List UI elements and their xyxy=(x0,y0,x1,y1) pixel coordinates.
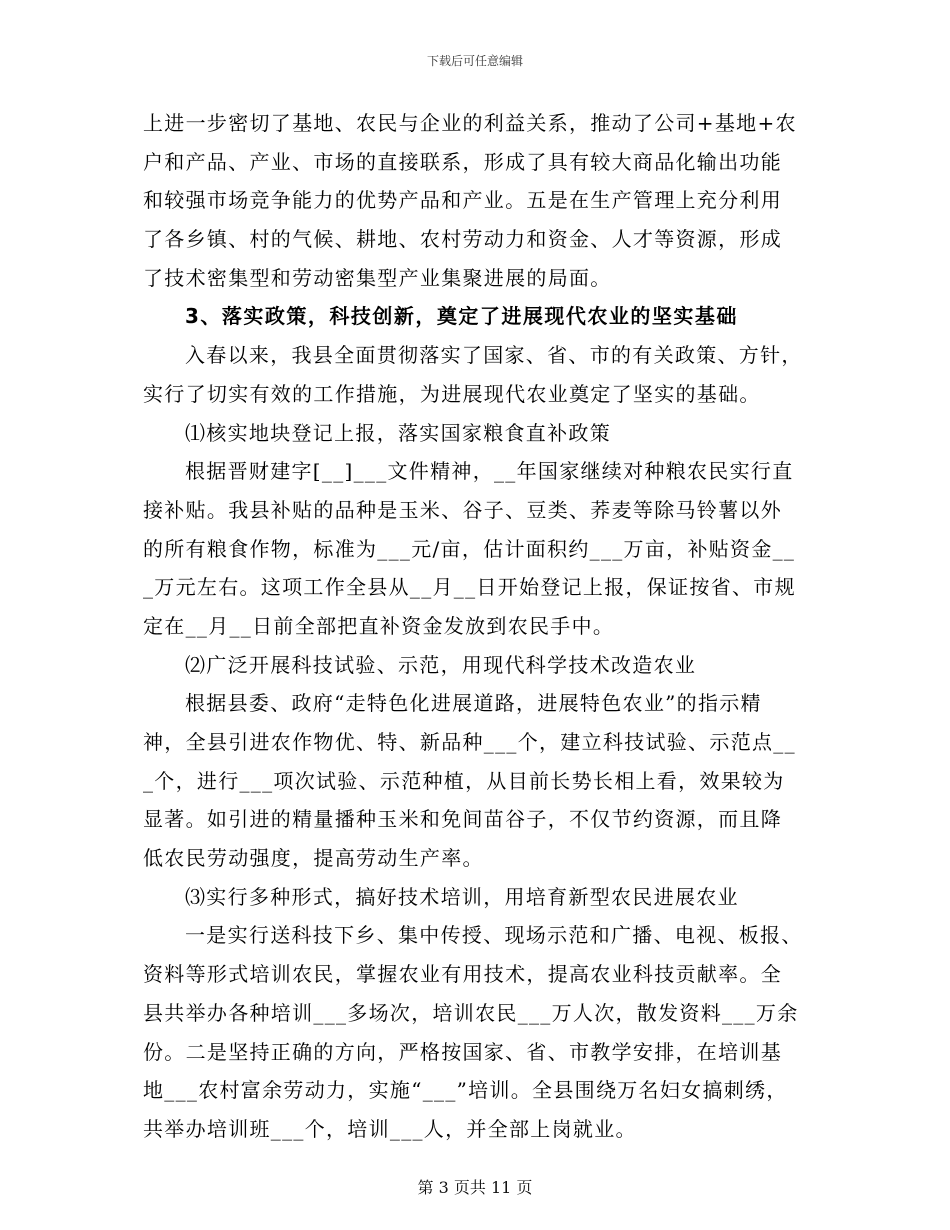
body-line: 入春以来，我县全面贯彻落实了国家、省、市的有关政策、方针， xyxy=(185,343,803,368)
body-line: 了各乡镇、村的气候、耕地、农村劳动力和资金、人才等资源，形成 xyxy=(143,227,782,252)
body-line: 的所有粮食作物，标准为___元/亩，估计面积约___万亩，补贴资金__ xyxy=(143,536,796,561)
body-line: 实行了切实有效的工作措施，为进展现代农业奠定了坚实的基础。 xyxy=(143,381,761,406)
body-line: 接补贴。我县补贴的品种是玉米、谷子、豆类、荞麦等除马铃薯以外 xyxy=(143,497,782,522)
body-line: 资料等形式培训农民，掌握农业有用技术，提高农业科技贡献率。全 xyxy=(143,962,782,987)
page-footer: 第 3 页共 11 页 xyxy=(417,1178,533,1197)
body-line: 定在__月__日前全部把直补资金发放到农民手中。 xyxy=(143,613,615,638)
body-line: 低农民劳动强度，提高劳动生产率。 xyxy=(143,846,484,871)
body-line: 地___农村富余劳动力，实施“___”培训。全县围绕万名妇女搞刺绣， xyxy=(143,1078,788,1103)
body-line: _个，进行___项次试验、示范种植，从目前长势长相上看，效果较为 xyxy=(143,768,785,793)
body-line: 县共举办各种培训___多场次，培训农民___万人次，散发资料___万余 xyxy=(143,1000,799,1025)
body-line: 份。二是坚持正确的方向，严格按国家、省、市教学安排，在培训基 xyxy=(143,1039,782,1064)
document-body xyxy=(143,104,811,1149)
body-line: 共举办培训班___个，培训___人，并全部上岗就业。 xyxy=(143,1116,637,1141)
section-heading: 3、落实政策，科技创新，奠定了进展现代农业的坚实基础 xyxy=(185,304,738,329)
body-line: _万元左右。这项工作全县从__月__日开始登记上报，保证按省、市规 xyxy=(143,575,796,600)
body-line: 一是实行送科技下乡、集中传授、现场示范和广播、电视、板报、 xyxy=(185,923,803,948)
body-line: 神，全县引进农作物优、特、新品种___个，建立科技试验、示范点__ xyxy=(143,730,796,754)
body-line: 了技术密集型和劳动密集型产业集聚进展的局面。 xyxy=(143,265,612,290)
body-line: 户和产品、产业、市场的直接联系，形成了具有较大商品化输出功能 xyxy=(143,149,782,174)
body-line: 和较强市场竞争能力的优势产品和产业。五是在生产管理上充分利用 xyxy=(143,188,782,213)
body-line: 根据晋财建字[__]___文件精神，__年国家继续对种粮农民实行直 xyxy=(185,459,794,484)
body-line: 根据县委、政府“走特色化进展道路，进展特色农业”的指示精 xyxy=(185,691,762,716)
subsection-heading: ⑵广泛开展科技试验、示范，用现代科学技术改造农业 xyxy=(185,652,697,677)
body-line: 上进一步密切了基地、农民与企业的利益关系，推动了公司+基地+农 xyxy=(143,111,797,135)
body-line: 显著。如引进的精量播种玉米和免间苗谷子，不仅节约资源，而且降 xyxy=(143,807,782,832)
subsection-heading: ⑶实行多种形式，搞好技术培训，用培育新型农民进展农业 xyxy=(185,884,739,909)
subsection-heading: ⑴核实地块登记上报，落实国家粮食直补政策 xyxy=(185,420,611,445)
page-header: 下载后可任意编辑 xyxy=(426,54,523,68)
